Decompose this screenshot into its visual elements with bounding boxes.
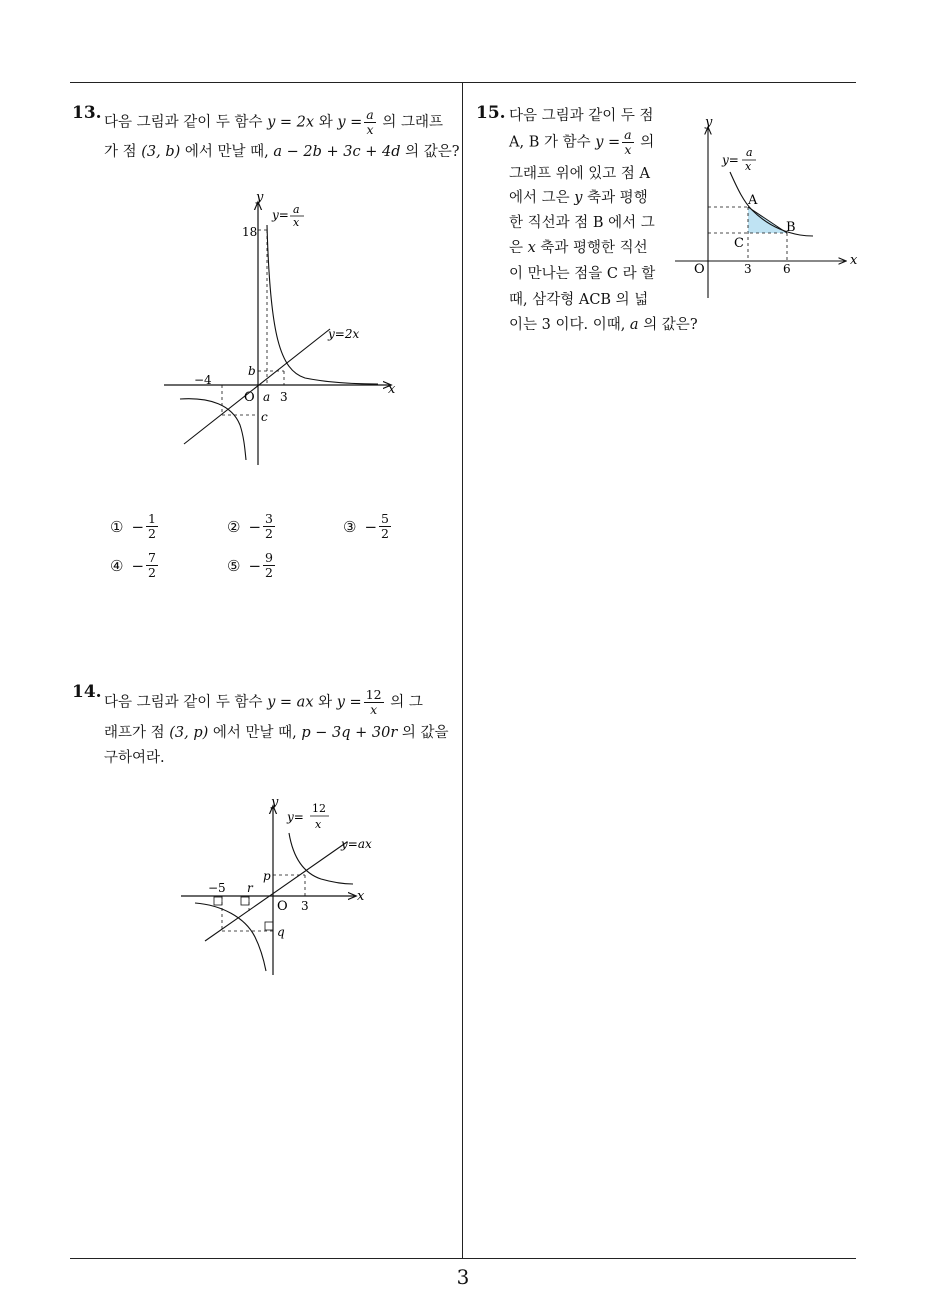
x-axis-label: x [357,889,365,904]
point-b-label: B [786,220,796,235]
y-axis-label: y [271,795,279,810]
tick-neg4: −4 [194,373,212,387]
right-angle-mark [265,922,273,930]
choice-mark: ⑤ [227,556,241,575]
choice-2[interactable] [227,512,277,541]
text: 의 [640,134,655,151]
x-axis-label: x [850,253,858,268]
hyperbola-branch-left [180,399,246,460]
origin-label: O [244,390,255,405]
curve-label-num: 12 [312,802,326,815]
choice-mark: ③ [343,517,357,536]
fraction [146,512,158,541]
fraction [379,512,391,541]
text: 의 그 [390,694,423,711]
question-text-line-7: 이 만나는 점을 C 라 할 [509,266,656,282]
expression: a − 2b + 3c + 4d [273,144,401,160]
function-lhs: y = [595,134,621,151]
choice-mark: ② [227,517,241,536]
text: 의 값은? [405,144,460,160]
question-text-line-3: 구하여라. [104,750,165,766]
question-text-line-3: 그래프 위에 있고 점 A [509,166,650,182]
tick-3: 3 [744,262,752,276]
text: 에서 만날 때, [184,144,269,160]
question-text-line-1: 다음 그림과 같이 두 점 [509,108,654,124]
numerator: 7 [148,550,156,565]
text: 축과 평행 [587,190,648,206]
fraction [364,688,384,717]
variable: a [629,317,639,333]
right-angle-mark [241,897,249,905]
curve-label-lhs: y= [287,810,304,824]
y-axis-label: y [705,115,713,130]
text: 축과 평행한 직선 [540,240,648,256]
text: 다음 그림과 같이 두 함수 [104,694,263,711]
choice-sign: − [248,517,262,536]
q13-graph [150,185,400,470]
point-c-label: C [734,236,744,251]
line-y-ax [205,842,347,941]
origin-label: O [694,262,705,277]
choice-mark: ④ [110,556,124,575]
tick-c: c [261,410,268,424]
point-a-label: A [748,193,758,208]
tick-r: r [247,881,253,895]
question-text-line-2 [509,128,654,157]
choice-3[interactable] [343,512,393,541]
choice-sign: − [364,517,378,536]
question-text-line-4 [509,188,648,208]
tick-b: b [248,364,256,378]
tick-neg5: −5 [208,881,226,895]
text: 와 [318,694,333,711]
question-text-line-1 [104,688,423,717]
choice-4[interactable] [110,551,160,580]
denominator: x [624,142,632,157]
line-label: y=ax [341,837,372,851]
function-1: y = 2x [267,114,315,131]
q14-graph [175,795,375,980]
choice-sign: − [248,556,262,575]
question-text-line-2 [104,723,449,743]
text: A, B 가 함수 [509,134,591,151]
curve-label-num: a [746,146,753,159]
question-text-line-5: 한 직선과 점 B 에서 그 [509,215,655,231]
denominator: x [370,702,378,717]
text: 와 [318,114,333,131]
denominator: x [366,122,374,137]
text: 은 [509,240,524,256]
question-number: 14. [72,682,102,702]
text: 에서 그은 [509,190,570,206]
numerator: a [624,127,632,142]
fraction [263,551,275,580]
variable: y [574,190,583,206]
function-2-lhs: y = [336,694,362,711]
top-rule [70,82,856,83]
denominator: 2 [265,565,273,580]
curve-label-num: a [293,203,300,216]
question-text-line-6 [509,238,648,258]
question-text-line-1 [104,108,443,137]
curve-label-den: x [315,818,322,831]
text: 이는 3 이다. 이때, [509,317,626,333]
question-text-line-8: 때, 삼각형 ACB 의 넓 [509,292,649,308]
curve-label-den: x [745,160,752,173]
denominator: 2 [381,526,389,541]
tick-p: p [263,869,271,883]
bottom-rule [70,1258,856,1259]
curve-label-lhs: y= [272,208,289,222]
x-axis-label: x [388,382,396,397]
numerator: 3 [265,511,273,526]
numerator: 5 [381,511,389,526]
text: 의 값은? [643,317,698,333]
function-2-lhs: y = [337,114,363,131]
expression: p − 3q + 30r [301,725,398,741]
numerator: 9 [265,550,273,565]
numerator: 1 [148,511,156,526]
text: 의 그래프 [382,114,443,131]
hyperbola-branch-right [267,225,378,384]
tick-a: a [263,390,271,404]
fraction [364,108,375,137]
text: 래프가 점 [104,725,165,741]
point: (3, b) [141,144,181,160]
question-number: 15. [476,103,506,123]
curve-label-den: x [293,216,300,229]
question-number: 13. [72,103,102,123]
tick-18: 18 [242,225,258,239]
tick-3: 3 [301,899,309,913]
numerator: 12 [365,687,382,702]
function-1: y = ax [267,694,314,711]
choice-1[interactable] [110,512,160,541]
question-text-line-2 [104,142,460,162]
point: (3, p) [169,725,209,741]
text: 의 값을 [401,725,449,741]
text: 다음 그림과 같이 두 함수 [104,114,263,131]
choice-sign: − [131,556,145,575]
choice-sign: − [131,517,145,536]
denominator: 2 [148,565,156,580]
fraction [622,128,633,157]
hyperbola-branch-left [195,903,266,971]
text: 가 점 [104,144,137,160]
y-axis-label: y [256,190,264,205]
tick-3: 3 [280,390,288,404]
q15-graph [670,110,865,300]
fraction [146,551,158,580]
fraction [263,512,275,541]
question-text-line-9 [509,315,698,335]
choice-mark: ① [110,517,124,536]
numerator: a [366,107,374,122]
text: 에서 만날 때, [212,725,297,741]
column-divider [462,83,463,1259]
variable: x [527,240,536,256]
tick-6: 6 [783,262,791,276]
right-angle-mark [214,897,222,905]
tick-q: q [277,925,285,939]
denominator: 2 [265,526,273,541]
choice-5[interactable] [227,551,277,580]
line-label: y=2x [328,327,360,341]
origin-label: O [277,899,288,914]
curve-label-lhs: y= [722,153,739,167]
denominator: 2 [148,526,156,541]
page-number: 3 [456,1265,470,1289]
